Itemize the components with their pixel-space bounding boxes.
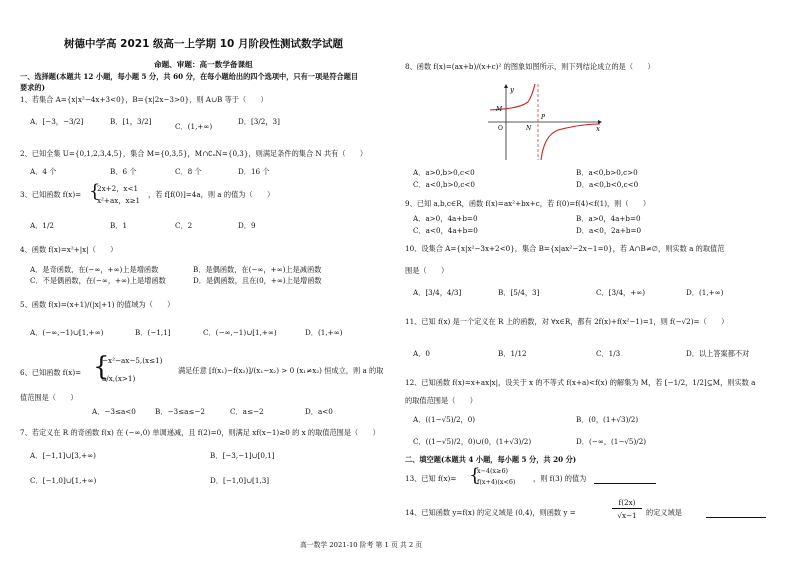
option-d: D．(−∞，(1−√5)/2): [576, 437, 647, 446]
question-stem-lead: 3、已知函数 f(x)=: [20, 190, 82, 199]
point-m-label: M: [496, 106, 503, 113]
option-a: A．[−3，−3/2]: [30, 117, 84, 126]
question-stem-cont: 值范围是（ ）: [20, 393, 78, 402]
option-b: B．(0，(1+√3)/2): [576, 415, 639, 424]
option-d: D．[−1,0]∪[1,3]: [210, 476, 270, 485]
option-b: B．6 个: [110, 167, 137, 176]
option-a: A．−3≤a<0: [92, 407, 136, 416]
question-stem: 8、函数 f(x)=(ax+b)/(x+c)² 的图象如图所示，则下列结论成立的是（ ）: [405, 62, 655, 71]
option-b: B．a>0，4a+b=0: [576, 214, 641, 223]
brace-symbol: {: [89, 181, 101, 202]
option-b: B．1/12: [498, 349, 527, 358]
section-heading-choice: 一、选择题(本题共 12 小题，每小题 5 分，共 60 分，在每小题给出的四个选项中，只有一项是符合题目: [20, 72, 359, 81]
option-b: B．1: [110, 221, 128, 230]
option-a: A．((1−√5)/2，0): [413, 415, 476, 424]
question-stem: 12、已知函数 f(x)=x+ax|x|，设关于 x 的不等式 f(x+a)<f(x) 的解集为 M，若 [−1/2，1/2]⊆M，则实数 a: [405, 378, 756, 387]
question-stem: 7、若定义在 R 的奇函数 f(x) 在 (−∞,0) 单调递减，且 f(2)=0，则满足 xf(x−1)≥0 的 x 的取值范围是（ ）: [20, 428, 380, 437]
question-stem: 4、函数 f(x)=x²+|x|（ ）: [20, 245, 118, 254]
option-c: C．[3/4，+∞): [596, 288, 646, 297]
question-stem: 1、若集合 A={x|x²−4x+3<0}，B={x|2x−3>0}，则 A∪B 等于（ ）: [20, 95, 268, 104]
section-heading-fill: 二、填空题(本题共 4 小题，每小题 5 分，共 20 分): [405, 455, 577, 464]
function-graph: [488, 84, 604, 160]
question-stem: 9、已知 a,b,c∈R，函数 f(x)=ax²+bx+c，若 f(0)=f(4)<f(1)，则（ ）: [405, 199, 651, 208]
option-a: A．0: [413, 349, 430, 358]
option-c: C．a≤−2: [230, 407, 264, 416]
option-a: A．a>0,b>0,c<0: [413, 168, 475, 177]
option-a: A．a>0，4a+b=0: [413, 214, 478, 223]
question-stem-cont: 的取值范围是（ ）: [405, 396, 477, 405]
y-axis-label: y: [510, 86, 514, 94]
option-a: A．1/2: [30, 221, 54, 230]
piecewise-case-2: x²+ax，x≥1: [97, 196, 141, 205]
section-heading-choice-cont: 要求的): [20, 83, 45, 92]
origin-label: O: [498, 125, 503, 132]
option-b: B．是偶函数，在(−∞，+∞)上是减函数: [193, 265, 322, 274]
piecewise-case-2: f(x+4)(x<6): [477, 478, 516, 486]
option-c: C．1/3: [596, 349, 621, 358]
question-stem-lead: 13、已知 f(x)=: [405, 474, 457, 483]
option-b: B．[1，3/2]: [110, 117, 152, 126]
question-stem-tail: 满足任意 [f(x₁)−f(x₂)]/(x₁−x₂) > 0 (x₁≠x₂) 恒成立，则 a 的取: [178, 366, 384, 375]
option-c: C．不是偶函数，在(−∞，+∞)上是增函数: [30, 276, 166, 285]
brace-symbol: {: [93, 352, 110, 382]
question-stem-lead: 14、已知函数 y=f(x) 的定义域是 (0,4)，则函数 y =: [405, 508, 576, 517]
option-a: A．[−1,1]∪[3,+∞): [30, 451, 96, 460]
option-c: C．(−∞,−1)∪[1,+∞): [203, 328, 277, 337]
question-stem: 10、设集合 A={x|x²−3x+2<0}，集合 B={x|ax²−2x−1=0}，若 A∩B≠∅，则实数 a 的取值范: [405, 244, 725, 253]
brace-symbol: {: [469, 465, 481, 486]
option-a: A．是奇函数，在(−∞，+∞)上是增函数: [30, 265, 159, 274]
option-d: D．是偶函数，且在(0，+∞)上是增函数: [193, 276, 322, 285]
page-title: 树德中学高 2021 级高一上学期 10 月阶段性测试数学试题: [64, 38, 343, 50]
option-b: B．[−3,−1]∪[0,1]: [210, 451, 275, 460]
option-d: D．(1,+∞): [305, 328, 343, 337]
x-axis-arrow-icon: [598, 120, 602, 124]
option-a: A．4 个: [30, 167, 57, 176]
option-b: B．[5/4，3]: [498, 288, 540, 297]
option-c: C．(1,+∞): [175, 122, 213, 131]
option-d: D．a<0: [305, 407, 333, 416]
option-d: D．9: [238, 221, 256, 230]
option-c: C．((1−√5)/2，0)∪(0，(1+√3)/2): [413, 437, 532, 446]
question-stem-cont: 围是（ ）: [405, 266, 449, 275]
piecewise-case-1: x−4(x≥6): [477, 467, 509, 475]
question-stem: 2、已知全集 U={0,1,2,3,4,5}，集合 M={0,3,5}，M∩∁ᵤN={0,3}，则满足条件的集合 N 共有（ ）: [20, 149, 368, 158]
point-p-label: P: [541, 114, 546, 121]
question-stem: 11、已知 f(x) 是一个定义在 R 上的函数，对 ∀x∈R，都有 2f(x)+f(x²−1)=1，则 f(−√2)=（ ）: [405, 317, 729, 326]
question-stem-tail: ，则 f(3) 的值为: [533, 474, 587, 483]
option-c: C．8 个: [175, 167, 202, 176]
option-d: D．[3/2，3]: [238, 117, 280, 126]
option-c: C．a<0，4a+b=0: [413, 226, 478, 235]
option-d: D．a<0,b<0,c<0: [576, 180, 639, 189]
piecewise-case-1: −x²−ax−5,(x≤1): [102, 356, 163, 365]
fraction-denominator: √x−1: [617, 511, 637, 520]
option-c: C．a<0,b>0,c<0: [413, 180, 475, 189]
option-d: D．以上答案都不对: [686, 349, 750, 358]
piecewise-case-2: a/x,(x>1): [102, 374, 136, 383]
point-n-label: N: [526, 125, 532, 132]
option-d: D．(1,+∞): [686, 288, 724, 297]
option-a: A．[3/4，4/3]: [413, 288, 462, 297]
page-subtitle: 命题、审题：高一数学备课组: [154, 60, 253, 69]
fraction-bar: [612, 508, 642, 509]
option-a: A．(−∞,−1)∪[1,+∞): [30, 328, 104, 337]
option-b: B．a<0,b>0,c>0: [576, 168, 638, 177]
question-stem-lead: 6、已知函数 f(x)=: [20, 368, 82, 377]
question-stem-tail: 的定义域是: [646, 508, 682, 517]
fraction-numerator: f(2x): [618, 498, 636, 507]
question-stem: 5、函数 f(x)=(x+1)/(|x|+1) 的值域为（ ）: [20, 300, 175, 309]
question-stem-tail: ，若 f[f(0)]=4a，则 a 的值为（ ）: [148, 190, 275, 199]
piecewise-case-1: 2x+2，x<1: [97, 184, 139, 193]
answer-blank[interactable]: [594, 483, 656, 484]
x-axis-label: x: [596, 125, 600, 133]
y-axis-arrow-icon: [504, 84, 508, 88]
option-d: D．16 个: [238, 167, 270, 176]
option-c: C．2: [175, 221, 193, 230]
option-c: C．[−1,0]∪[1,+∞): [30, 476, 97, 485]
curve-right-branch: [541, 124, 600, 160]
page-footer: 高一数学 2021-10 阶考 第 1 页 共 2 页: [300, 541, 423, 549]
option-d: D．a<0，2a+b=0: [576, 226, 642, 235]
option-b: B．(−1,1]: [135, 328, 171, 337]
option-b: B．−3≤a≤−2: [155, 407, 205, 416]
answer-blank[interactable]: [706, 517, 766, 518]
